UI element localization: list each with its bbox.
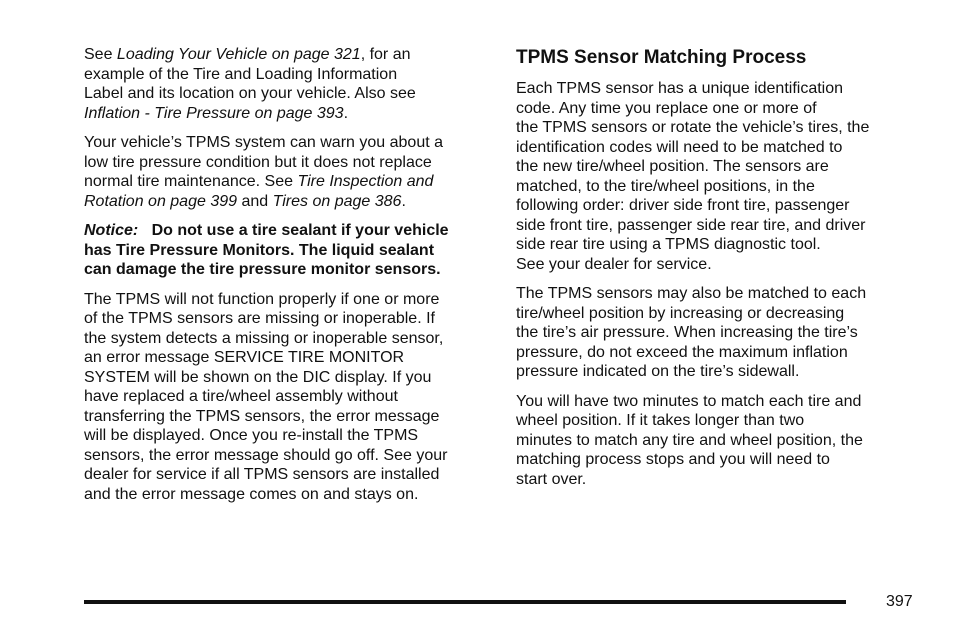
text: , for an <box>360 46 411 63</box>
text-line: pressure indicated on the tire’s sidewall. <box>516 363 800 380</box>
text-line: the new tire/wheel position. The sensors are <box>516 158 829 175</box>
text: . <box>343 104 349 122</box>
text-line: side front tire, passenger side rear tire, and driver <box>516 216 866 234</box>
text-line: The TPMS will not function properly if one or more <box>84 290 440 308</box>
tpms-warning-paragraph <box>84 133 484 211</box>
left-column <box>84 45 484 514</box>
notice-text: can damage the tire pressure monitor sensors. <box>84 261 441 278</box>
text-line: sensors, the error message should go off. See your <box>84 446 448 464</box>
text-line <box>84 260 484 280</box>
text-line: code. Any time you replace one or more of <box>516 99 817 117</box>
text-line: identification codes will need to be matched to <box>516 138 843 156</box>
text: and <box>237 192 273 210</box>
cross-reference: Loading Your Vehicle on page 321 <box>116 46 361 63</box>
text-line: transferring the TPMS sensors, the error message <box>84 407 440 425</box>
notice-text: has Tire Pressure Monitors. The liquid sealant <box>84 241 435 259</box>
section-heading: TPMS Sensor Matching Process <box>516 47 807 68</box>
footer-rule <box>84 600 846 604</box>
text-line <box>84 172 484 192</box>
text-line <box>84 221 484 241</box>
text: See <box>84 46 117 63</box>
text-line <box>84 241 484 261</box>
text-line: wheel position. If it takes longer than two <box>516 412 805 429</box>
text-line <box>84 104 484 124</box>
text-line <box>84 45 484 65</box>
text-line: of the TPMS sensors are missing or inoperable. If <box>84 310 435 327</box>
cross-reference: Tires on page 386 <box>272 192 402 210</box>
text-line: have replaced a tire/wheel assembly without <box>84 388 398 405</box>
notice-paragraph <box>84 221 484 280</box>
text-line: and the error message comes on and stays on. <box>84 485 419 503</box>
text: . <box>401 192 406 210</box>
notice-text: Do not use a tire sealant if your vehicle <box>151 222 449 239</box>
cross-reference: Tire Inspection and <box>297 173 434 190</box>
pressure-matching-paragraph <box>516 284 918 382</box>
text-line: will be displayed. Once you re-install the TPMS <box>84 427 419 444</box>
intro-paragraph <box>84 45 484 123</box>
text-line: dealer for service if all TPMS sensors are installed <box>84 466 440 483</box>
text-line: low tire pressure condition but it does not replace <box>84 153 432 171</box>
text-line: example of the Tire and Loading Information <box>84 65 398 83</box>
text-line: the TPMS sensors or rotate the vehicle’s tires, the <box>516 119 870 136</box>
text: normal tire maintenance. See <box>84 173 298 190</box>
text-line <box>84 192 484 212</box>
text-line: the system detects a missing or inoperable sensor, <box>84 329 444 347</box>
text-line: pressure, do not exceed the maximum inflation <box>516 343 848 361</box>
text-line: the tire’s air pressure. When increasing the tire’s <box>516 324 858 341</box>
error-message-paragraph <box>84 290 484 505</box>
text-line: Each TPMS sensor has a unique identification <box>516 80 844 97</box>
text-line: See your dealer for service. <box>516 255 712 273</box>
text-line: minutes to match any tire and wheel position, the <box>516 431 863 449</box>
page-number: 397 <box>886 593 913 610</box>
cross-reference: Rotation on page 399 <box>84 192 238 210</box>
right-column <box>516 45 918 499</box>
text-line: side rear tire using a TPMS diagnostic tool. <box>516 236 821 253</box>
text-line: The TPMS sensors may also be matched to each <box>516 285 867 302</box>
matching-intro-paragraph <box>516 79 918 274</box>
time-limit-paragraph <box>516 392 918 490</box>
text-line: tire/wheel position by increasing or decreasing <box>516 304 845 322</box>
text-line: Your vehicle’s TPMS system can warn you about a <box>84 134 443 151</box>
text-line: following order: driver side front tire, passenger <box>516 197 850 214</box>
text-line: start over. <box>516 470 587 488</box>
text-line: matching process stops and you will need to <box>516 451 830 468</box>
notice-label: Notice: <box>84 222 139 239</box>
text-line: You will have two minutes to match each tire and <box>516 392 862 410</box>
cross-reference: Inflation - Tire Pressure on page 393 <box>84 104 344 122</box>
text-line: matched, to the tire/wheel positions, in the <box>516 177 815 195</box>
text-line: an error message SERVICE TIRE MONITOR <box>84 349 405 366</box>
text-line: SYSTEM will be shown on the DIC display. If you <box>84 368 432 386</box>
text-line: Label and its location on your vehicle. Also see <box>84 85 416 102</box>
